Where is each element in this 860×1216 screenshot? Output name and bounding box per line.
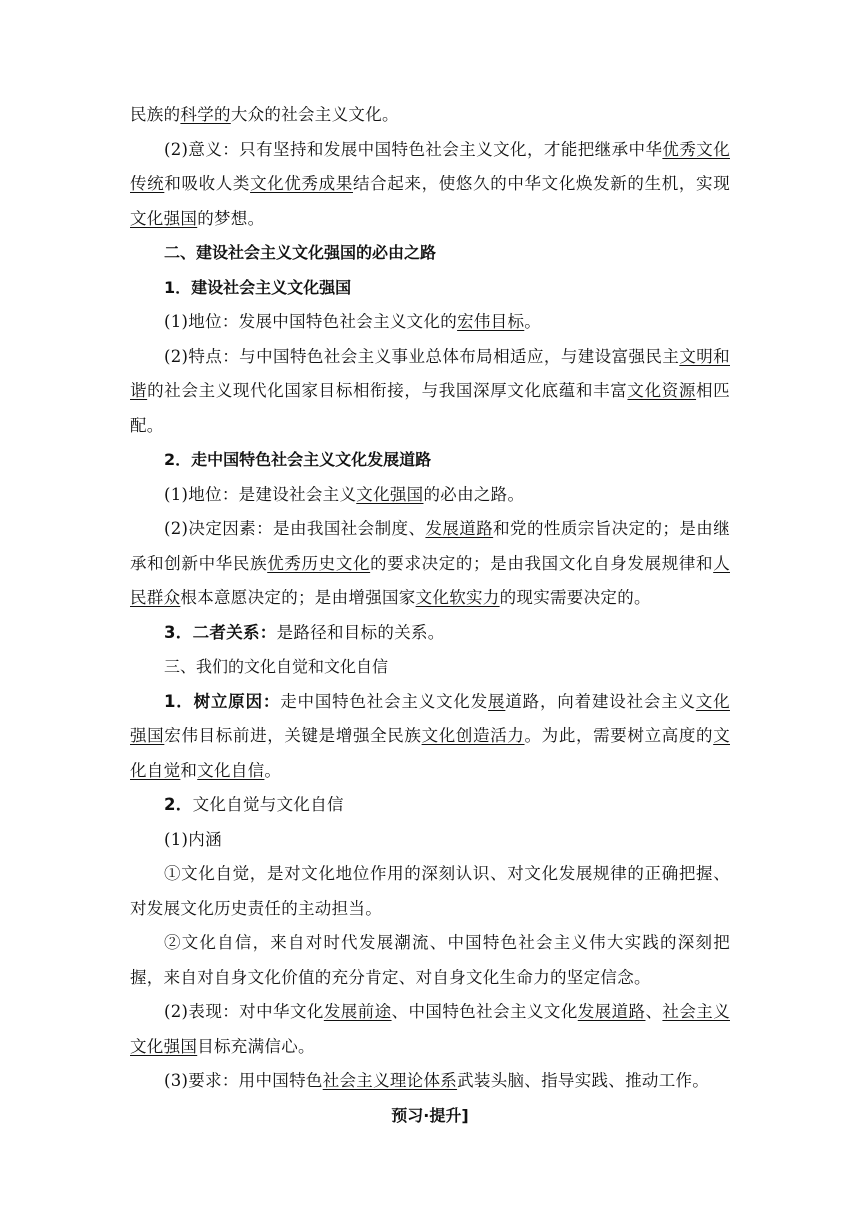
text: (3)要求：用中国特色	[164, 1071, 323, 1090]
underlined-term: 文明和谐	[130, 346, 730, 400]
heading-number: 2．	[164, 795, 193, 814]
underlined-term: 文化软实力	[415, 588, 500, 607]
text: 的现实需要决定的。	[499, 588, 651, 607]
document-body	[130, 98, 730, 1133]
paragraph-cultural-confidence: ②文化自信，来自对时代发展潮流、中国特色社会主义伟大实践的深刻把握，来自对自身文化价值的充分肯定、对自身文化生命力的坚定信念。	[130, 933, 730, 987]
text: 根本意愿决定的；是由增强国家	[180, 588, 416, 607]
text: 道路，向着建设社会主义	[505, 691, 696, 711]
paragraph-position	[130, 305, 730, 340]
heading-text: 二者关系：	[192, 622, 277, 642]
heading-text: 树立原因：	[193, 691, 281, 711]
text: 。	[524, 312, 542, 331]
underlined-term: 文化资源	[627, 381, 697, 400]
underlined-term: 科学的	[180, 105, 231, 124]
underlined-term: 人民群众	[130, 553, 730, 607]
underlined-term: 文化自信	[197, 760, 265, 780]
underlined-term: 社会主义文化强国	[130, 1002, 730, 1056]
text: 结合起来，使悠久的中华文化焕发新的生机，实现	[353, 174, 730, 193]
heading-number: 2．	[164, 450, 192, 469]
text: 和党的性质宗旨决定的；是由继承和创新中华民族	[130, 519, 730, 573]
text: 宏伟目标前进，关键是增强全民族	[164, 726, 422, 745]
text: (1)地位：发展中国特色社会主义文化的	[164, 312, 458, 331]
underlined-term: 宏伟目标	[457, 312, 525, 331]
paragraph-intro-tail	[130, 98, 730, 133]
heading-number: 1．	[164, 277, 192, 297]
text: 走中国特色社会主义文化发	[280, 691, 489, 711]
text: 相匹配。	[130, 381, 730, 435]
paragraph-relationship	[130, 616, 730, 651]
text: 的要求决定的；是由我国文化自身发展规律和	[370, 553, 714, 573]
paragraph-determining-factors	[130, 512, 730, 616]
subsection-heading-2-2	[130, 443, 730, 478]
section-heading-2: 二、建设社会主义文化强国的必由之路	[164, 243, 437, 262]
text: 是路径和目标的关系。	[276, 622, 445, 642]
text: 的社会主义现代化国家目标相衔接，与我国深厚文化底蕴和丰富	[147, 381, 628, 400]
paragraph-cultural-consciousness: ①文化自觉，是对文化地位作用的深刻认识、对文化发展规律的正确把握、对发展文化历史责任的主动担当。	[130, 864, 730, 918]
text: (2)意义：只有坚持和发展中国特色社会主义文化，才能把继承中华	[164, 139, 663, 159]
paragraph-road-position	[130, 478, 730, 513]
underlined-term: 文化强国	[130, 208, 198, 228]
paragraph-reasons	[130, 685, 730, 789]
text: 、中国特色社会主义文化	[391, 1002, 578, 1021]
underlined-term: 文化自觉	[130, 726, 730, 780]
underlined-term: 文化强国	[356, 484, 424, 504]
underlined-term: 发展道路	[425, 519, 494, 538]
underlined-term: 社会主义理论体系	[322, 1071, 458, 1090]
text: 和吸收人类	[164, 174, 251, 193]
heading-text: 文化自觉与文化自信	[192, 795, 344, 814]
text: 和	[180, 760, 198, 780]
subsection-heading-3-2	[130, 788, 730, 823]
text: 。	[264, 760, 282, 780]
text: 。为此，需要树立高度的	[524, 726, 714, 745]
text: 武装头脑、指导实践、推动工作。	[457, 1071, 710, 1090]
text: 民族的	[130, 105, 181, 124]
text: (2)决定因素：是由我国社会制度、	[164, 519, 426, 538]
paragraph-connotation-label: (1)内涵	[164, 829, 222, 849]
text: 的梦想。	[197, 208, 265, 228]
section-footer-label: 预习·提升]	[391, 1105, 469, 1125]
text: 、	[645, 1002, 663, 1021]
paragraph-manifestation	[130, 995, 730, 1064]
underlined-term: 发展前途	[323, 1002, 392, 1021]
heading-text: 走中国特色社会主义文化发展道路	[191, 450, 432, 469]
paragraph-features	[130, 340, 730, 444]
text: 目标充满信心。	[197, 1036, 315, 1056]
underlined-term: 优秀历史文化	[267, 553, 371, 573]
underlined-term: 展	[488, 691, 506, 711]
underlined-term: 文化强国	[130, 691, 730, 745]
text: 的必由之路。	[423, 484, 525, 504]
text: 大众的社会主义文化。	[230, 105, 399, 124]
heading-text: 建设社会主义文化强国	[191, 277, 352, 297]
paragraph-significance	[130, 133, 730, 237]
text: (2)特点：与中国特色社会主义事业总体布局相适应，与建设富强民主	[164, 346, 680, 366]
text: (2)表现：对中华文化	[164, 1002, 324, 1021]
underlined-term: 发展道路	[577, 1002, 646, 1021]
underlined-term: 优秀文化传统	[130, 139, 730, 193]
section-heading-3: 三、我们的文化自觉和文化自信	[164, 657, 389, 676]
paragraph-requirements	[130, 1064, 730, 1099]
text: (1)地位：是建设社会主义	[164, 484, 357, 504]
heading-number: 3．	[164, 622, 193, 642]
subsection-heading-2-1	[130, 271, 730, 306]
heading-number: 1．	[164, 691, 194, 711]
underlined-term: 文化优秀成果	[250, 174, 353, 193]
underlined-term: 文化创造活力	[421, 726, 525, 745]
